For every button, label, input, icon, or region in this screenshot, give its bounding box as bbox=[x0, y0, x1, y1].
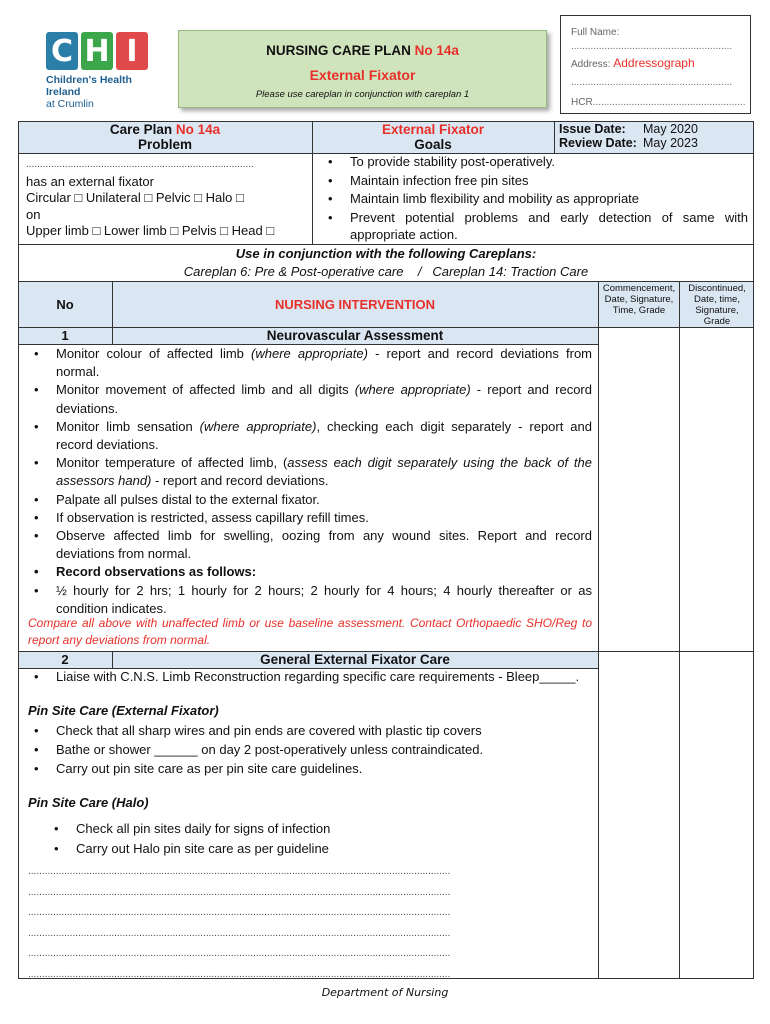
rule bbox=[18, 281, 754, 282]
problem-label: Problem bbox=[137, 137, 192, 152]
text: - report and record deviations. bbox=[56, 382, 592, 416]
problem-line1: has an external fixator bbox=[26, 173, 154, 189]
dotted-line[interactable]: ........................................................................................................................................................ bbox=[28, 968, 451, 980]
logo-line1: Children's Health Ireland bbox=[46, 74, 132, 98]
conjunction-careplans: Careplan 6: Pre & Post-operative care / Careplan 14: Traction Care bbox=[183, 264, 589, 279]
review-date-label: Review Date: bbox=[559, 136, 637, 150]
column-intervention: NURSING INTERVENTION bbox=[274, 297, 436, 312]
title-number: No 14a bbox=[414, 43, 459, 58]
rule bbox=[598, 281, 599, 979]
pin-ext-item: • Carry out pin site care as per pin site care guidelines. bbox=[28, 759, 592, 778]
obs-heading: • Record observations as follows: bbox=[28, 563, 592, 581]
goals-list bbox=[322, 153, 748, 243]
dotted-line[interactable]: ........................................................................................................................................................ bbox=[28, 907, 451, 918]
goal-item: • To provide stability post-operatively. bbox=[322, 153, 748, 172]
full-name-field[interactable]: .......................................................... bbox=[571, 41, 733, 52]
pin-halo-list bbox=[48, 819, 588, 859]
rule bbox=[679, 281, 680, 979]
goal-item: • Maintain infection free pin sites bbox=[322, 172, 748, 191]
pin-ext-item: • Bathe or shower ______ on day 2 post-operatively unless contraindicated. bbox=[28, 740, 592, 759]
care-plan-no: No 14a bbox=[175, 122, 221, 137]
logo-letter-h: H bbox=[81, 32, 113, 70]
conjunction-heading: Use in conjunction with the following Careplans: bbox=[235, 246, 537, 261]
column-commencement: Commencement, Date, Signature, Time, Grade bbox=[602, 283, 676, 316]
address-value: Addressograph bbox=[613, 56, 695, 70]
text: - report and record deviations. bbox=[151, 473, 329, 489]
conjunction-box bbox=[18, 245, 754, 281]
footer: Department of Nursing bbox=[321, 986, 449, 999]
address-label: Address: bbox=[571, 59, 611, 70]
column-discontinued: Discontinued, Date, time, Signature, Grade bbox=[688, 283, 746, 327]
text: Palpate all pulses distal to the external fixator. bbox=[56, 491, 320, 507]
dotted-line[interactable]: ........................................................................................................................................................ bbox=[28, 927, 451, 939]
logo-blocks bbox=[46, 32, 166, 70]
pin-ext-item: • Check that all sharp wires and pin ends are covered with plastic tip covers bbox=[28, 721, 592, 740]
goals-label: Goals bbox=[414, 137, 452, 152]
logo-line2: at Crumlin bbox=[46, 98, 94, 110]
patient-details-box bbox=[560, 15, 751, 114]
title-prefix: NURSING CARE PLAN bbox=[266, 43, 411, 58]
goal-item: • Prevent potential problems and early detection of same with appropriate action. bbox=[322, 209, 748, 243]
logo-letter-i: I bbox=[116, 32, 148, 70]
title-note: Please use careplan in conjunction with careplan 1 bbox=[255, 89, 470, 100]
text: Monitor movement of affected limb and all digits bbox=[56, 382, 355, 398]
compare-note: Compare all above with unaffected limb or use baseline assessment. Contact Orthopaedic SHO/Reg to report any deviations from normal. bbox=[28, 616, 592, 647]
problem-header bbox=[18, 122, 312, 152]
pin-halo-heading: Pin Site Care (Halo) bbox=[28, 795, 149, 810]
text: (where appropriate) bbox=[354, 382, 471, 398]
liaise-item: • Liaise with C.N.S. Limb Reconstruction regarding specific care requirements - Bleep_____. bbox=[28, 668, 592, 686]
section2-liaise bbox=[28, 668, 592, 686]
intervention-item bbox=[28, 527, 592, 563]
full-name-label: Full Name: bbox=[571, 27, 620, 38]
review-date-value: May 2023 bbox=[643, 136, 698, 150]
pin-halo-item: • Check all pin sites daily for signs of infection bbox=[48, 819, 588, 839]
fixator-type-options[interactable]: Circular □ Unilateral □ Pelvic □ Halo □ bbox=[26, 190, 244, 205]
goals-title: External Fixator bbox=[381, 122, 485, 137]
logo bbox=[46, 32, 166, 110]
text: If observation is restricted, assess capillary refill times. bbox=[56, 509, 369, 525]
text: (where appropriate) bbox=[199, 418, 317, 434]
intervention-item bbox=[28, 491, 592, 509]
address-row bbox=[571, 56, 750, 72]
dotted-line[interactable]: ........................................................................................................................................................ bbox=[28, 886, 451, 898]
location-options[interactable]: Upper limb □ Lower limb □ Pelvis □ Head □ bbox=[26, 223, 275, 238]
problem-cell bbox=[26, 157, 310, 240]
section1-title: Neurovascular Assessment bbox=[266, 328, 444, 343]
logo-text bbox=[46, 74, 166, 110]
text: Monitor colour of affected limb bbox=[56, 346, 252, 361]
intervention-item bbox=[28, 381, 592, 417]
obs-text: • ½ hourly for 2 hrs; 1 hourly for 2 hours; 2 hourly for 4 hours; 4 hourly thereafter or as condition indicates. bbox=[28, 582, 592, 618]
text: , checking each digit separately - report and record deviations. bbox=[56, 418, 592, 453]
goals-header bbox=[312, 122, 554, 152]
section2-no: 2 bbox=[61, 652, 69, 667]
dotted-line[interactable]: ........................................................................................................................................................ bbox=[28, 948, 451, 959]
column-no: No bbox=[56, 297, 74, 312]
section2-title: General External Fixator Care bbox=[260, 652, 450, 667]
title-subtitle: External Fixator bbox=[309, 67, 416, 83]
text: assess each digit separately using the back of the assessors hand) bbox=[56, 455, 592, 489]
problem-dots[interactable]: .................................................................................. bbox=[26, 159, 254, 170]
logo-letter-c: C bbox=[46, 32, 78, 70]
section1-no: 1 bbox=[61, 328, 69, 343]
notes-lines[interactable] bbox=[28, 862, 564, 985]
intervention-item bbox=[28, 345, 592, 381]
pin-ext-list bbox=[28, 721, 592, 778]
text: Monitor limb sensation bbox=[56, 418, 200, 434]
pin-ext-heading: Pin Site Care (External Fixator) bbox=[28, 703, 219, 718]
text: Observe affected limb for swelling, oozing from any wound sites. Report and record deviations from normal. bbox=[56, 528, 592, 562]
issue-date-value: May 2020 bbox=[643, 122, 698, 136]
title-line bbox=[179, 43, 546, 58]
hcr-field[interactable]: HCR....................................................... bbox=[571, 97, 746, 108]
intervention-item bbox=[28, 454, 592, 490]
text: (where appropriate) bbox=[251, 346, 368, 361]
text: Monitor temperature of affected limb, ( bbox=[56, 455, 288, 471]
rule bbox=[554, 121, 555, 153]
issue-date-label: Issue Date: bbox=[559, 122, 626, 136]
problem-line3: on bbox=[26, 206, 41, 222]
intervention-item bbox=[28, 509, 592, 527]
text: - report and record deviations from normal. bbox=[56, 346, 592, 380]
dates-header bbox=[559, 122, 751, 150]
dotted-line[interactable]: ........................................................................................................................................................ bbox=[28, 866, 451, 877]
section1-list bbox=[28, 345, 592, 618]
goal-item: • Maintain limb flexibility and mobility as appropriate bbox=[322, 190, 748, 209]
intervention-item bbox=[28, 418, 592, 454]
pin-halo-item: • Carry out Halo pin site care as per guideline bbox=[48, 839, 588, 859]
title-box bbox=[178, 30, 547, 108]
care-plan-label: Care Plan bbox=[109, 122, 173, 137]
address-field[interactable]: .......................................................... bbox=[571, 77, 733, 88]
